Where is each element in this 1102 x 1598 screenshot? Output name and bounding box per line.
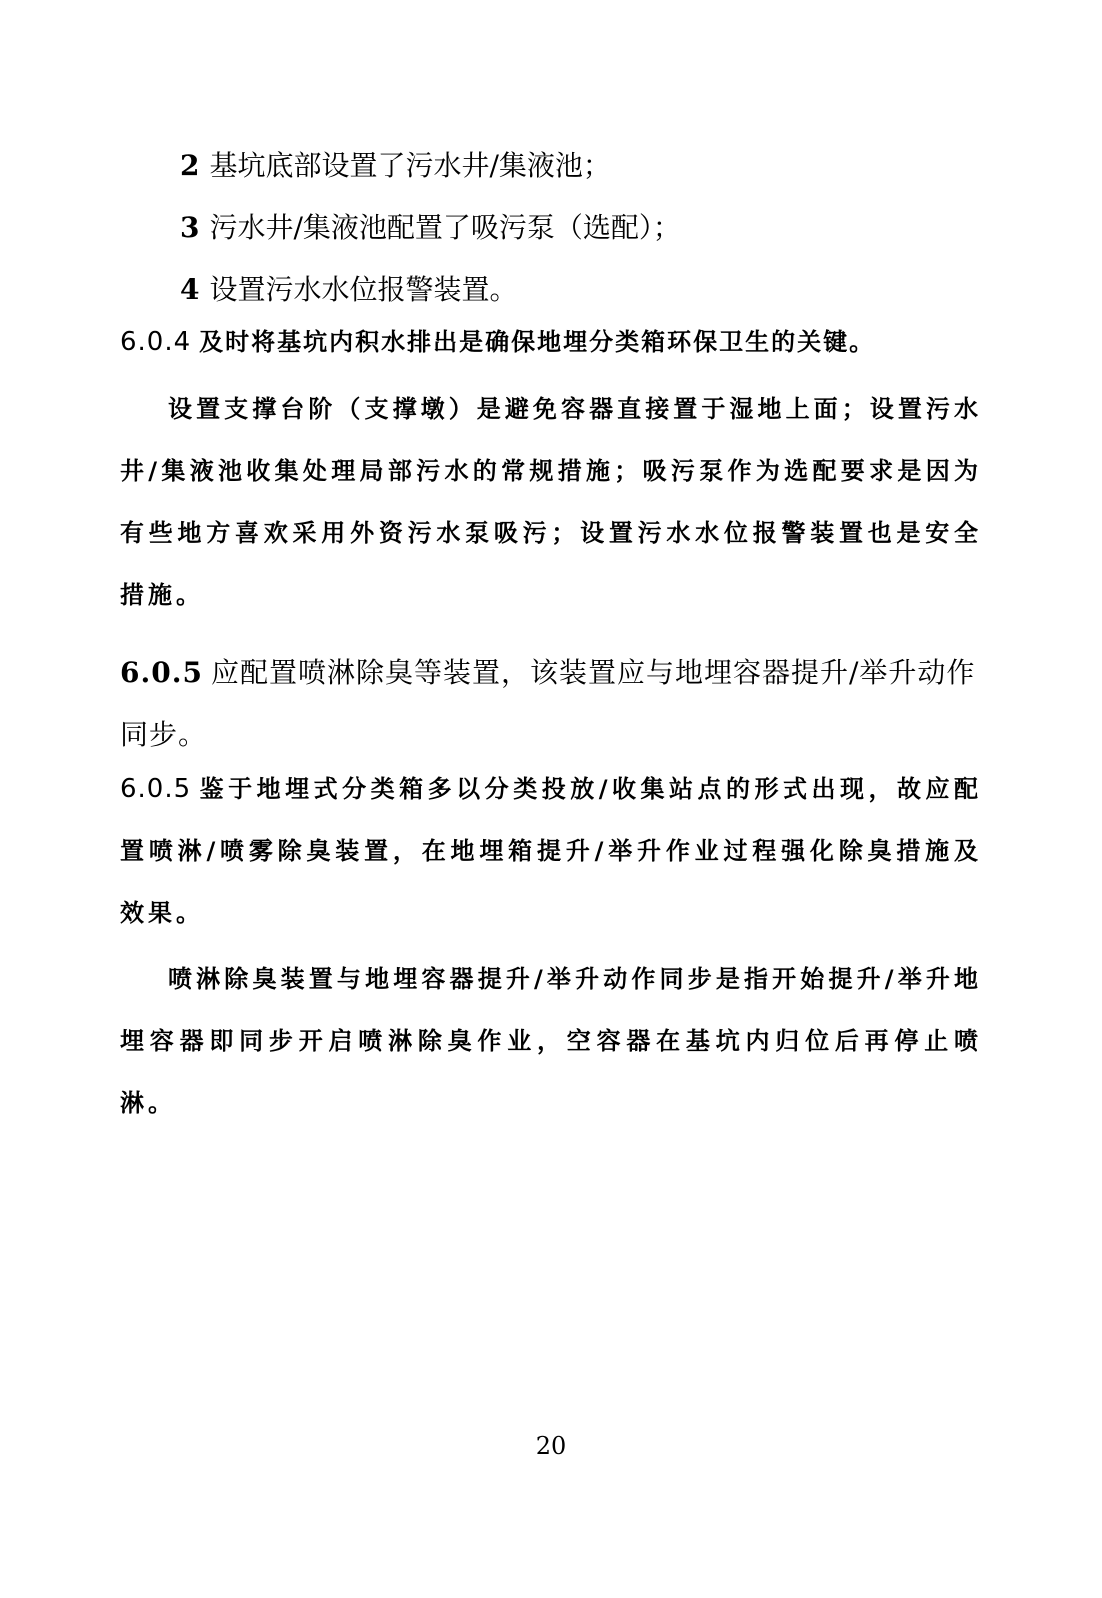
clause-text: 及时将基坑内积水排出是确保地埋分类箱环保卫生的关键。 bbox=[199, 328, 876, 356]
clause-number: 6.0.5 bbox=[120, 656, 203, 689]
clause-text: 鉴于地埋式分类箱多以分类投放/收集站点的形式出现，故应配置喷淋/喷雾除臭装置，在地埋箱提升/举升作业过程强化除臭措施及效果。 bbox=[120, 775, 982, 927]
explanation-6-0-5-b: 喷淋除臭装置与地埋容器提升/举升动作同步是指开始提升/举升地埋容器即同步开启喷淋除臭作业，空容器在基坑内归位后再停止喷淋。 bbox=[120, 965, 982, 1117]
list-item-text: 基坑底部设置了污水井/集液池； bbox=[209, 149, 611, 182]
explanation-6-0-5-a bbox=[120, 758, 982, 944]
list-item-3 bbox=[180, 208, 681, 248]
clause-text: 应配置喷淋除臭等装置，该装置应与地埋容器提升/举升动作同步。 bbox=[120, 656, 976, 751]
page-number: 20 bbox=[535, 1432, 567, 1460]
list-item-4 bbox=[180, 270, 518, 310]
list-item-number: 2 bbox=[180, 149, 200, 182]
clause-6-0-4 bbox=[120, 322, 980, 362]
list-item-2 bbox=[180, 146, 611, 186]
clause-number: 6.0.5 bbox=[120, 774, 192, 804]
list-item-number: 3 bbox=[180, 211, 200, 244]
list-item-text: 设置污水水位报警装置。 bbox=[209, 273, 518, 306]
list-item-text: 污水井/集液池配置了吸污泵（选配）； bbox=[209, 211, 681, 244]
list-item-number: 4 bbox=[180, 273, 200, 306]
clause-number: 6.0.4 bbox=[120, 327, 192, 357]
clause-6-0-5 bbox=[120, 642, 982, 766]
explanation-6-0-4: 设置支撑台阶（支撑墩）是避免容器直接置于湿地上面；设置污水井/集液池收集处理局部污水的常规措施；吸污泵作为选配要求是因为有些地方喜欢采用外资污水泵吸污；设置污水水位报警装置也是安全措施。 bbox=[120, 395, 982, 609]
